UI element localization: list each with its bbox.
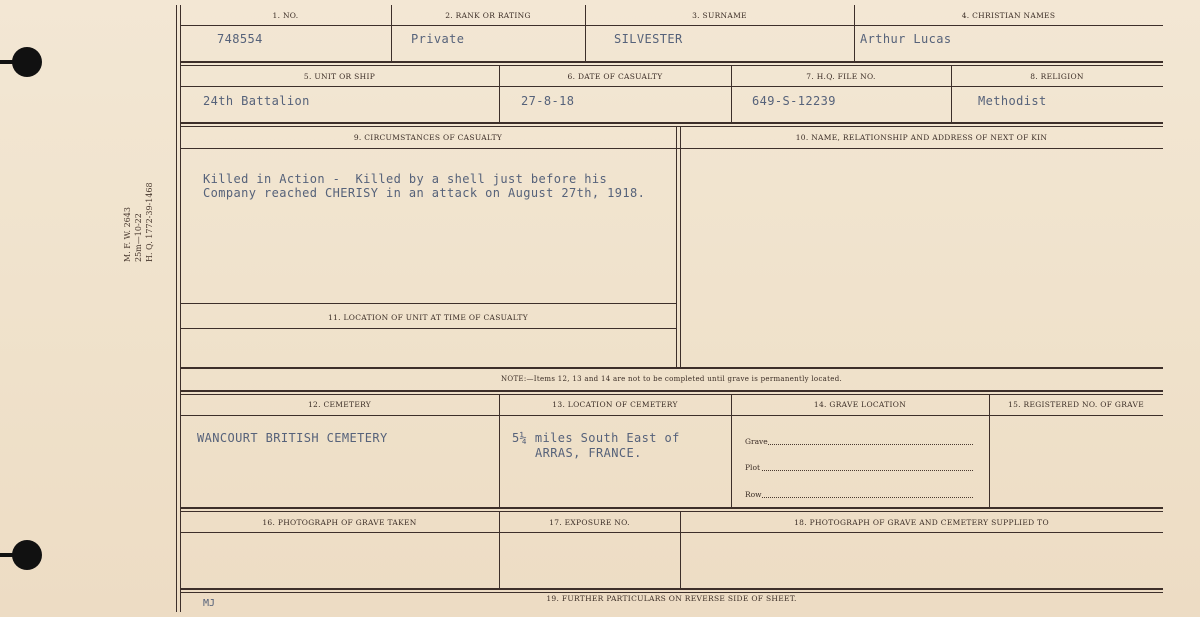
label-exposure: 17. EXPOSURE NO.: [549, 518, 630, 527]
label-unit: 5. UNIT OR SHIP: [303, 72, 376, 81]
value-rank: Private: [411, 32, 465, 46]
rule: [180, 592, 1163, 593]
divider: [989, 394, 990, 508]
binder-tab-bottom: [0, 553, 22, 557]
rule: [180, 415, 1163, 416]
border-line: [176, 5, 177, 612]
form-code-line: H. Q. 1772-39-1468: [145, 182, 154, 262]
value-unit: 24th Battalion: [203, 94, 310, 108]
rule: [180, 65, 1163, 66]
value-surname: SILVESTER: [614, 32, 683, 46]
value-location-cemetery-line1: 5¼ miles South East of: [512, 431, 680, 445]
label-no: 1. NO.: [272, 11, 299, 20]
label-surname: 3. SURNAME: [692, 11, 747, 20]
label-plot: Plot: [745, 463, 760, 472]
rule: [180, 588, 1163, 590]
rule: [180, 61, 1163, 63]
label-hq-file: 7. H.Q. FILE NO.: [806, 72, 876, 81]
divider: [676, 126, 677, 367]
label-further: 19. FURTHER PARTICULARS ON REVERSE SIDE OF SHEET.: [546, 594, 797, 603]
label-grave: Grave: [745, 437, 768, 446]
divider: [499, 394, 500, 508]
rule: [180, 394, 1163, 395]
plot-dotted-line: [762, 470, 973, 471]
label-photo-supplied: 18. PHOTOGRAPH OF GRAVE AND CEMETERY SUPPLIED TO: [794, 518, 1049, 527]
value-location-cemetery-line2: ARRAS, FRANCE.: [535, 446, 642, 460]
label-rank: 2. RANK OR RATING: [445, 11, 531, 20]
rule: [180, 367, 1163, 369]
label-row: Row: [745, 490, 762, 499]
form-code-line: M. F. W. 2643: [123, 207, 132, 262]
value-cemetery: WANCOURT BRITISH CEMETERY: [197, 431, 388, 445]
rule: [180, 126, 1163, 127]
label-location-unit: 11. LOCATION OF UNIT AT TIME OF CASUALTY: [328, 313, 528, 322]
rule: [180, 25, 1163, 26]
value-date-casualty: 27-8-18: [521, 94, 575, 108]
value-circumstances-line2: Company reached CHERISY in an attack on August 27th, 1918.: [203, 186, 646, 200]
grave-dotted-line: [768, 444, 973, 445]
label-registered-no: 15. REGISTERED NO. OF GRAVE: [1008, 400, 1144, 409]
value-no: 748554: [217, 32, 263, 46]
divider: [731, 394, 732, 508]
binder-tab-top: [0, 60, 22, 64]
value-religion: Methodist: [978, 94, 1047, 108]
label-next-of-kin: 10. NAME, RELATIONSHIP AND ADDRESS OF NEXT OF KIN: [795, 133, 1048, 142]
rule: [180, 328, 676, 329]
rule: [180, 511, 1163, 512]
label-religion: 8. RELIGION: [1030, 72, 1084, 81]
rule: [180, 390, 1163, 392]
value-christian-names: Arthur Lucas: [860, 32, 952, 46]
label-photo-taken: 16. PHOTOGRAPH OF GRAVE TAKEN: [262, 518, 417, 527]
form-code-line: 25m—10-22: [134, 213, 143, 262]
form-print-code: [122, 132, 166, 262]
label-circumstances: 9. CIRCUMSTANCES OF CASUALTY: [353, 133, 503, 142]
clerk-initials: MJ: [203, 598, 216, 609]
rule: [180, 86, 1163, 87]
value-hq-file: 649-S-12239: [752, 94, 836, 108]
rule: [180, 122, 1163, 124]
rule: [180, 148, 1163, 149]
label-cemetery: 12. CEMETERY: [307, 400, 372, 409]
label-grave-location: 14. GRAVE LOCATION: [813, 400, 907, 409]
rule: [180, 303, 676, 304]
rule: [180, 532, 1163, 533]
label-location-cemetery: 13. LOCATION OF CEMETERY: [552, 400, 678, 409]
divider: [680, 126, 681, 367]
label-date-casualty: 6. DATE OF CASUALTY: [567, 72, 663, 81]
row-dotted-line: [762, 497, 973, 498]
rule: [180, 507, 1163, 509]
note-text: NOTE:—Items 12, 13 and 14 are not to be completed until grave is permanently located.: [500, 375, 843, 383]
label-christian-names: 4. CHRISTIAN NAMES: [961, 11, 1056, 20]
value-circumstances-line1: Killed in Action - Killed by a shell just before his: [203, 172, 608, 186]
